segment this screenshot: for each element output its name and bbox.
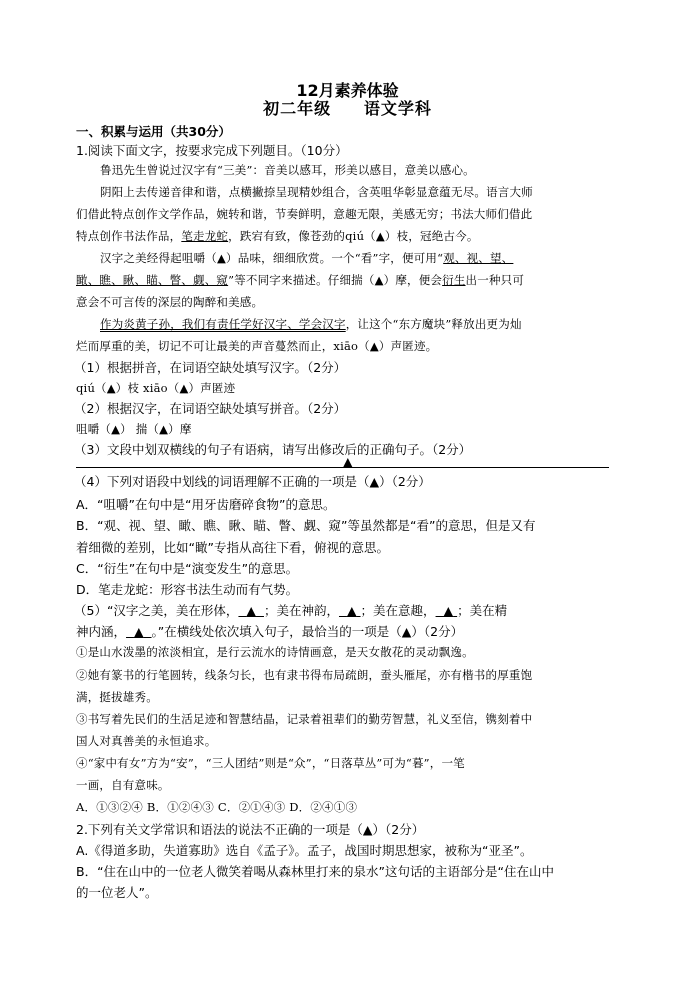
sentence-item: 一画，自有意味。 [76,778,170,792]
sub5-text: （5）“汉字之美，美在形体， [74,603,239,618]
sentence-item: ①是山水泼墨的浓淡相宜，是行云流水的诗情画意，是天女散花的灵动飘逸。 [76,645,474,659]
sentence-item: 国人对真善美的永恒追求。 [76,734,217,748]
passage-text: 汉字之美经得起咀嚼（▲）品味，细细欣赏。一个“看”字，便可用“ [100,251,444,265]
subquestion-2: （2）根据汉字，在词语空缺处填写拼音。（2分） [74,401,347,416]
choice-list: A．①③②④ B．①②④③ C．②①④③ D．②④①③ [76,800,358,814]
blank [436,603,458,618]
passage-line: 们借此特点创作文学作品，婉转和谐，节奏鲜明，意趣无限，美感无穷；书法大师们借此 [76,207,533,221]
sentence-item: 满，挺拔雄秀。 [76,690,158,704]
blank-marker: ▲ [133,624,144,639]
sub5-text: 神内涵， [76,624,127,639]
passage-line: 意会不可言传的深层的陶醉和美感。 [76,295,264,309]
q2-option-b-cont: 的一位老人”。 [76,885,158,900]
question-2-prompt: 2.下列有关文学常识和语法的说法不正确的一项是（▲）（2分） [76,822,425,837]
sentence-item: ④“家中有女”方为“安”，“三人团结”则是“众”，“日落草丛”可为“暮”，一笔 [76,756,465,770]
passage-text: 出一种只可 [465,273,525,287]
passage-line: 阴阳上去传递音律和谐，点横撇捺呈现精妙组合，含英咀华彰显意蕴无尽。语言大师 [100,185,533,199]
passage-line [76,249,645,268]
blank-marker: ▲ [346,603,357,618]
question-1-prompt: 1.阅读下面文字，按要求完成下列题目。（10分） [76,143,348,158]
passage-text: ，跌宕有致，像苍劲的qiú（▲）枝，冠绝古今。 [228,229,479,243]
exam-subtitle: 初二年级 语文学科 [263,99,432,118]
subquestion-2-items: 咀嚼（▲） 揣（▲）摩 [76,422,192,436]
passage-text: ，让这个“东方魔块”释放出更为灿 [345,317,522,331]
blank-marker: ▲ [246,603,257,618]
exam-title: 12月素养体验 [296,81,399,100]
passage-line: 烂而厚重的美，切记不可让最美的声音蔓然而止，xiāo（▲）声匿迹。 [76,339,438,353]
subquestion-1: （1）根据拼音，在词语空缺处填写汉字。（2分） [74,360,347,375]
sub5-text: ；美在意趣， [360,603,436,618]
blank [339,603,361,618]
subquestion-4: （4）下列对语段中划线的词语理解不正确的一项是（▲）（2分） [74,474,431,489]
blank [238,603,264,618]
double-underlined-sentence: 作为炎黄子孙，我们有责任学好汉字、学会汉字 [100,317,346,331]
passage-line [76,271,621,290]
sentence-item: ②她有篆书的行笔圆转，线条匀长，也有隶书得布局疏朗，蚕头雁尾，亦有楷书的厚重饱 [76,668,533,682]
subquestion-3: （3）文段中划双横线的句子有语病，请写出修改后的正确句子。（2分） [74,442,472,457]
passage-text: 特点创作书法作品， [76,229,182,243]
blank-marker: ▲ [443,603,454,618]
q2-option-a: A.《得道多助，失道寡助》选自《孟子》。孟子，战国时期思想家，被称为“亚圣”。 [76,843,533,858]
sub5-text: ；美在神韵， [263,603,339,618]
passage-line: 鲁迅先生曾说过汉字有“三美”：音美以感耳，形美以感目，意美以感心。 [100,163,475,177]
sub5-text: 。”在横线处依次填入句子，最恰当的一项是（▲）（2分） [151,624,464,639]
option-c: C．“衍生”在句中是“演变发生”的意思。 [76,561,299,576]
option-b-cont: 着细微的差别，比如“瞰”专指从高往下看，俯视的意思。 [76,540,389,555]
passage-line [76,227,621,246]
underlined-term: 笔走龙蛇 [181,229,229,243]
underlined-term: 瞰、瞧、瞅、瞄、瞥、觑、窥 [76,273,229,287]
blank [126,624,152,639]
subquestion-1-items: qiú（▲）枝 xiāo（▲）声匿迹 [76,381,236,395]
section-heading: 一、积累与运用（共30分） [76,124,231,139]
passage-line [76,315,645,334]
subquestion-5 [74,601,619,620]
q2-option-b: B．“住在山中的一位老人微笑着喝从森林里打来的泉水”这句话的主语部分是“住在山中 [76,864,555,879]
underlined-term: 衍生 [442,273,466,287]
option-b: B．“观、视、望、瞰、瞧、瞅、瞄、瞥、觑、窥”等虽然都是“看”的意思，但是又有 [76,518,536,533]
sub5-text: ；美在精 [457,603,508,618]
underlined-term: 观、视、望、 [443,251,514,265]
passage-text: ”等不同字来描述。仔细揣（▲）摩，便会 [228,273,443,287]
subquestion-5-cont [76,622,621,641]
sentence-item: ③书写着先民们的生活足迹和智慧结晶，记录着祖辈们的勤劳智慧，礼义至信，镌刻着中 [76,712,533,726]
answer-marker: ▲ [343,454,353,469]
answer-line [76,467,609,468]
option-d: D．笔走龙蛇：形容书法生动而有气势。 [76,582,299,597]
option-a: A．“咀嚼”在句中是“用牙齿磨碎食物”的意思。 [76,497,336,512]
